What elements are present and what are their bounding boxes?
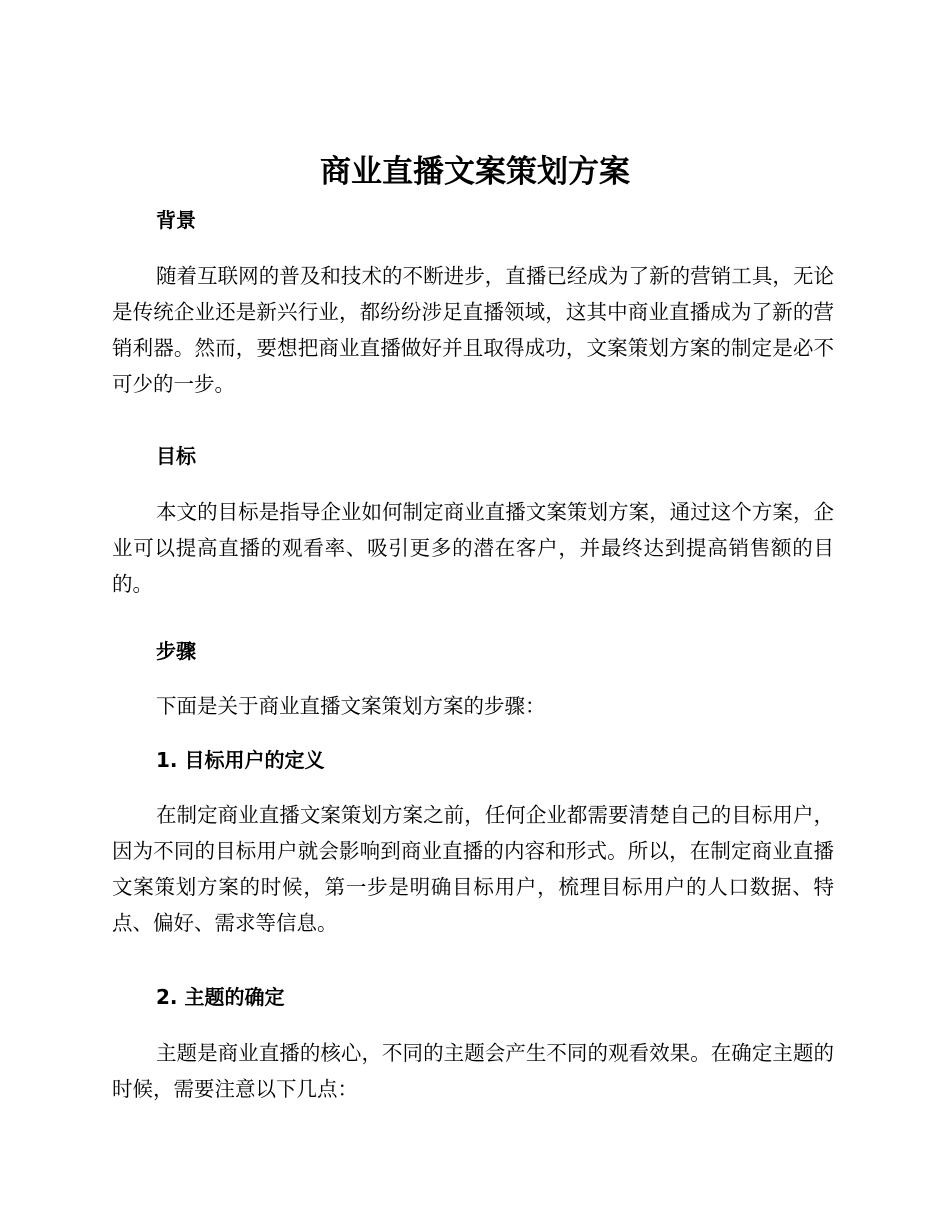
- section-heading-target-users: 1. 目标用户的定义: [156, 748, 325, 772]
- document-title: 商业直播文案策划方案: [320, 154, 630, 190]
- section-heading-goal: 目标: [156, 444, 196, 468]
- section-heading-theme: 2. 主题的确定: [156, 985, 285, 1009]
- section-paragraph-goal: 本文的目标是指导企业如何制定商业直播文案策划方案，通过这个方案，企业可以提高直播的观看率、吸引更多的潜在客户，并最终达到提高销售额的目的。: [112, 500, 834, 596]
- section-paragraph-target-users: 在制定商业直播文案策划方案之前，任何企业都需要清楚自己的目标用户，因为不同的目标用户就会影响到商业直播的内容和形式。所以，在制定商业直播文案策划方案的时候，第一步是明确目标用户，梳理目标用户的人口数据、特点、偏好、需求等信息。: [112, 803, 834, 935]
- section-paragraph-background: 随着互联网的普及和技术的不断进步，直播已经成为了新的营销工具，无论是传统企业还是新兴行业，都纷纷涉足直播领域，这其中商业直播成为了新的营销利器。然而，要想把商业直播做好并且取得成功，文案策划方案的制定是必不可少的一步。: [112, 264, 834, 396]
- section-paragraph-steps: 下面是关于商业直播文案策划方案的步骤：: [156, 694, 546, 718]
- section-heading-background: 背景: [156, 208, 196, 232]
- section-heading-steps: 步骤: [156, 639, 196, 663]
- section-paragraph-theme: 主题是商业直播的核心，不同的主题会产生不同的观看效果。在确定主题的时候，需要注意以下几点：: [112, 1041, 834, 1101]
